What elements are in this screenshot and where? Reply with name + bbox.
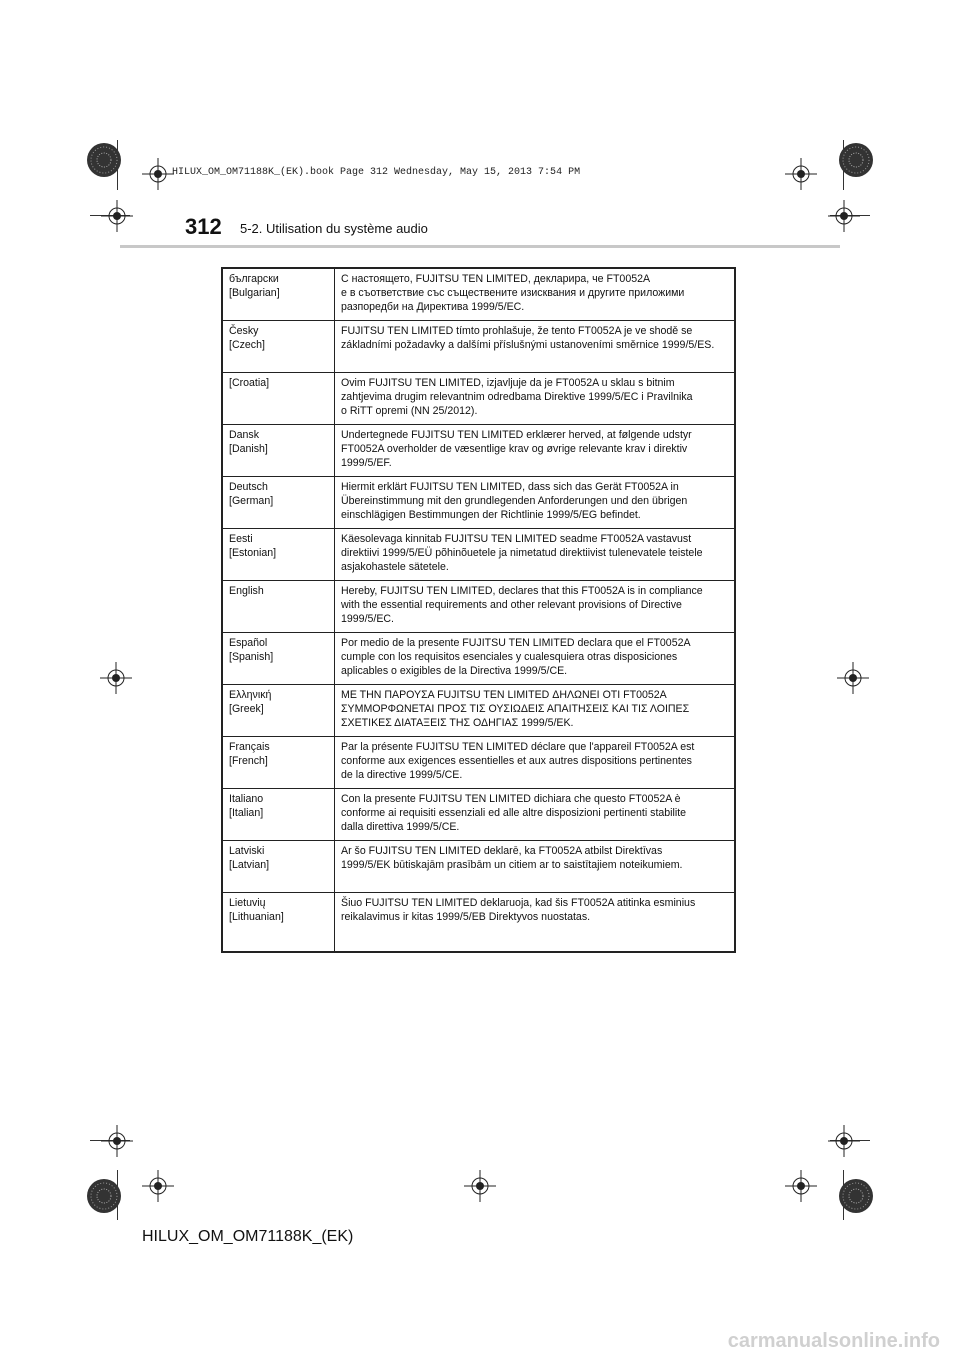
language-cell: Česky [Czech] [222, 320, 335, 372]
page-number: 312 [185, 214, 222, 239]
registration-mark-icon [142, 158, 174, 190]
color-calibration-dial-icon [838, 142, 874, 178]
language-cell: English [222, 580, 335, 632]
declaration-text-cell: Hiermit erklärt FUJITSU TEN LIMITED, dass sich das Gerät FT0052A in Übereinstimmung mit den grundlegenden Anforderungen und den übrigen einschlägigen Bestimmungen der Richtlinie 1999/5/EG befindet. [335, 476, 736, 528]
declaration-text-cell: Par la présente FUJITSU TEN LIMITED déclare que l'appareil FT0052A est conforme aux exigences essentielles et aux autres dispositions pertinentes de la directive 1999/5/CE. [335, 736, 736, 788]
color-calibration-dial-icon [838, 1178, 874, 1214]
table-row [222, 736, 735, 788]
language-cell: Eesti [Estonian] [222, 528, 335, 580]
table-row [222, 528, 735, 580]
table-row [222, 372, 735, 424]
language-cell: Español [Spanish] [222, 632, 335, 684]
table-row [222, 580, 735, 632]
document-code: HILUX_OM_OM71188K_(EK) [142, 1228, 354, 1245]
language-cell: Deutsch [German] [222, 476, 335, 528]
registration-mark-icon [828, 1125, 860, 1157]
declaration-text-cell: Undertegnede FUJITSU TEN LIMITED erklærer herved, at følgende udstyr FT0052A overholder de væsentlige krav og øvrige relevante krav i direktiv 1999/5/EF. [335, 424, 736, 476]
table-row [222, 840, 735, 892]
declaration-text-cell: FUJITSU TEN LIMITED tímto prohlašuje, že tento FT0052A je ve shodě se základními požadavky a dalšími příslušnými ustanoveními směrnice 1999/5/ES. [335, 320, 736, 372]
language-cell: Ελληνική [Greek] [222, 684, 335, 736]
declaration-of-conformity-table [221, 267, 736, 953]
registration-mark-icon [785, 1170, 817, 1202]
declaration-text-cell: Por medio de la presente FUJITSU TEN LIMITED declara que el FT0052A cumple con los requisitos esenciales y cualesquiera otras disposiciones aplicables o exigibles de la Directiva 1999/5/CE. [335, 632, 736, 684]
table-row [222, 684, 735, 736]
registration-mark-icon [837, 662, 869, 694]
declaration-text-cell: Hereby, FUJITSU TEN LIMITED, declares that this FT0052A is in compliance with the essential requirements and other relevant provisions of Directive 1999/5/EC. [335, 580, 736, 632]
registration-mark-icon [464, 1170, 496, 1202]
language-cell: Latviski [Latvian] [222, 840, 335, 892]
declaration-text-cell: ΜΕ ΤΗΝ ΠΑΡΟΥΣΑ FUJITSU TEN LIMITED ΔΗΛΩΝΕΙ ΟΤΙ FT0052A ΣΥΜΜΟΡΦΩΝΕΤΑΙ ΠΡΟΣ ΤΙΣ ΟΥΣΙΩΔΕΙΣ ΑΠΑΙΤΗΣΕΙΣ ΚΑΙ ΤΙΣ ΛΟΙΠΕΣ ΣΧΕΤΙΚΕΣ ΔΙΑΤΑΞΕΙΣ ΤΗΣ ΟΔΗΓΙΑΣ 1999/5/ΕΚ. [335, 684, 736, 736]
declaration-text-cell: Šiuo FUJITSU TEN LIMITED deklaruoja, kad šis FT0052A atitinka esminius reikalavimus ir kitas 1999/5/EB Direktyvos nuostatas. [335, 892, 736, 952]
registration-mark-icon [101, 1125, 133, 1157]
language-cell: Français [French] [222, 736, 335, 788]
declaration-text-cell: Käesolevaga kinnitab FUJITSU TEN LIMITED seadme FT0052A vastavust direktiivi 1999/5/EÜ põhinõuetele ja nimetatud direktiivist tulenevatele teistele asjakohastele sätetele. [335, 528, 736, 580]
table-row [222, 268, 735, 320]
declaration-text-cell: С настоящето, FUJITSU TEN LIMITED, декларира, че FT0052A е в съответствие със съществените изисквания и другите приложими разпоредби на Директива 1999/5/ЕС. [341, 273, 685, 313]
language-cell: Dansk [Danish] [222, 424, 335, 476]
language-cell: български [Bulgarian] [222, 268, 335, 320]
registration-mark-icon [142, 1170, 174, 1202]
declaration-text-cell: Ar šo FUJITSU TEN LIMITED deklarē, ka FT0052A atbilst Direktīvas 1999/5/EK būtiskajām prasībām un citiem ar to saistītajiem noteikumiem. [335, 840, 736, 892]
site-watermark: carmanualsonline.info [727, 1330, 940, 1352]
book-file-stamp: HILUX_OM_OM71188K_(EK).book Page 312 Wednesday, May 15, 2013 7:54 PM [172, 167, 581, 178]
color-calibration-dial-icon [86, 1178, 122, 1214]
section-title: 5-2. Utilisation du système audio [240, 221, 428, 236]
registration-mark-icon [828, 200, 860, 232]
declaration-text-cell: Con la presente FUJITSU TEN LIMITED dichiara che questo FT0052A è conforme ai requisiti essenziali ed alle altre disposizioni pertinenti stabilite dalla direttiva 1999/5/CE. [335, 788, 736, 840]
language-cell: Italiano [Italian] [222, 788, 335, 840]
registration-mark-icon [101, 200, 133, 232]
registration-mark-icon [785, 158, 817, 190]
registration-mark-icon [100, 662, 132, 694]
language-cell: [Croatia] [222, 372, 335, 424]
table-row [222, 476, 735, 528]
color-calibration-dial-icon [86, 142, 122, 178]
table-row [222, 632, 735, 684]
table-row [222, 892, 735, 952]
table-row [222, 320, 735, 372]
declaration-text-cell: Ovim FUJITSU TEN LIMITED, izjavljuje da je FT0052A u sklau s bitnim zahtjevima drugim relevantnim odredbama Direktive 1999/5/EC i Pravilnika o RiTT opremi (NN 25/2012). [335, 372, 736, 424]
language-cell: Lietuvių [Lithuanian] [222, 892, 335, 952]
header-divider [120, 245, 840, 248]
table-row [222, 788, 735, 840]
table-row [222, 424, 735, 476]
